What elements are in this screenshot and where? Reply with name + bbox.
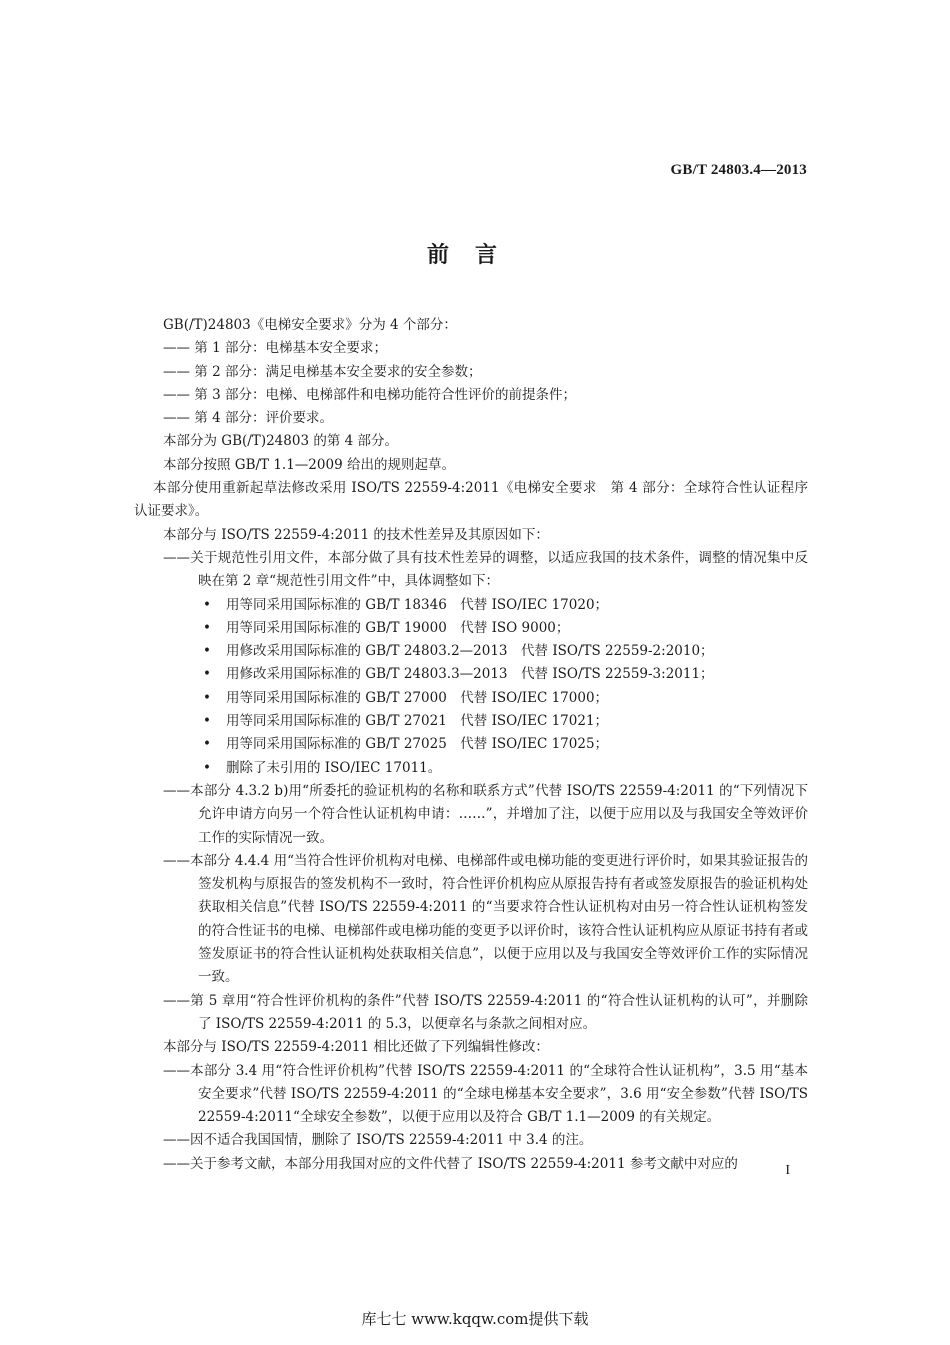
page-title: 前言 [426, 243, 523, 268]
bullet-item [144, 640, 808, 663]
bullet-item [144, 687, 808, 710]
list-item: ——本部分 4.4.4 用“当符合性评价机构对电梯、电梯部件或电梯功能的变更进行评价时，如果其验证报告的签发机构与原报告的签发机构不一致时，符合性评价机构应从原报告持有者或签发原报告的验证机构处获取相关信息”代替 ISO/TS 22559-4:2011 的“当要求符合性认证机构对由另一符合性认证机构签发的符合性证书的电梯、电梯部件或电梯功能的变更予以评价时，该符合性认证机构应从原证书持有者或签发原证书的符合性认证机构处获取相关信息”，以便于应用以及与我国安全等效评价工作的实际情况一致。 [163, 852, 808, 986]
list-item: ——本部分 4.3.2 b)用“所委托的验证机构的名称和联系方式”代替 ISO/TS 22559-4:2011 的“下列情况下允许申请方向另一个符合性认证机构申请：……”，并增加了注，以便于应用以及与我国安全等效评价工作的实际情况一致。 [163, 782, 808, 846]
bullet-text: 用等同采用国际标准的 GB/T 27025 代替 ISO/IEC 17025； [226, 736, 609, 753]
bullet-item [144, 617, 808, 640]
bullet-item [144, 594, 808, 617]
list-item: ——本部分 3.4 用“符合性评价机构”代替 ISO/TS 22559-4:2011 的“全球符合性认证机构”，3.5 用“基本安全要求”代替 ISO/TS 22559-4:2011 的“全球电梯基本安全要求”，3.6 用“安全参数”代替 ISO/TS 22559-4:2011“全球安全参数”，以便于应用以及符合 GB/T 1.1—2009 的有关规定。 [163, 1062, 808, 1126]
paragraph: 本部分使用重新起草法修改采用 ISO/TS 22559-4:2011《电梯安全要求 第 4 部分：全球符合性认证程序 认证要求》。 [134, 480, 822, 520]
bullet-text: 用修改采用国际标准的 GB/T 24803.2—2013 代替 ISO/TS 22559-2:2010； [226, 643, 714, 660]
paragraph: 本部分为 GB(/T)24803 的第 4 部分。 [163, 433, 398, 450]
standard-number: GB/T 24803.4—2013 [670, 162, 807, 178]
paragraph: 本部分按照 GB/T 1.1—2009 给出的规则起草。 [163, 456, 455, 473]
list-item: ——因不适合我国国情，删除了 ISO/TS 22559-4:2011 中 3.4 的注。 [163, 1132, 593, 1149]
bullet-text: 用等同采用国际标准的 GB/T 19000 代替 ISO 9000； [226, 619, 570, 636]
paragraph: GB(/T)24803《电梯安全要求》分为 4 个部分： [163, 317, 457, 333]
list-item: —— 第 4 部分：评价要求。 [163, 410, 333, 427]
bullet-item [144, 733, 808, 756]
footer-watermark: 库七七 www.kqqw.com提供下载 [361, 1310, 589, 1328]
paragraph: 本部分与 ISO/TS 22559-4:2011 的技术性差异及其原因如下： [163, 526, 549, 543]
paragraph: 本部分与 ISO/TS 22559-4:2011 相比还做了下列编辑性修改： [163, 1039, 549, 1056]
bullet-text: 用等同采用国际标准的 GB/T 18346 代替 ISO/IEC 17020； [226, 596, 609, 613]
list-item: —— 第 2 部分：满足电梯基本安全要求的安全参数； [163, 363, 482, 380]
bullet-text: 用修改采用国际标准的 GB/T 24803.3—2013 代替 ISO/TS 22559-3:2011； [226, 666, 714, 683]
bullet-text: 删除了未引用的 ISO/IEC 17011。 [226, 759, 442, 776]
list-item: ——关于规范性引用文件，本部分做了具有技术性差异的调整，以适应我国的技术条件，调整的情况集中反映在第 2 章“规范性引用文件”中，具体调整如下： [163, 549, 808, 590]
list-item: —— 第 3 部分：电梯、电梯部件和电梯功能符合性评价的前提条件； [163, 386, 576, 403]
bullet-item [144, 663, 808, 686]
document-body [134, 314, 822, 1176]
bullet-item [144, 757, 808, 780]
list-item: ——关于参考文献，本部分用我国对应的文件代替了 ISO/TS 22559-4:2011 参考文献中对应的 [163, 1155, 738, 1172]
list-item: ——第 5 章用“符合性评价机构的条件”代替 ISO/TS 22559-4:2011 的“符合性认证机构的认可”，并删除了 ISO/TS 22559-4:2011 的 5.3，以便章名与条款之间相对应。 [163, 992, 808, 1032]
bullet-text: 用等同采用国际标准的 GB/T 27000 代替 ISO/IEC 17000； [226, 689, 609, 706]
page-number: I [785, 1163, 790, 1178]
bullet-item [144, 710, 808, 733]
list-item: —— 第 1 部分：电梯基本安全要求； [163, 340, 387, 357]
bullet-text: 用等同采用国际标准的 GB/T 27021 代替 ISO/IEC 17021； [226, 713, 609, 730]
